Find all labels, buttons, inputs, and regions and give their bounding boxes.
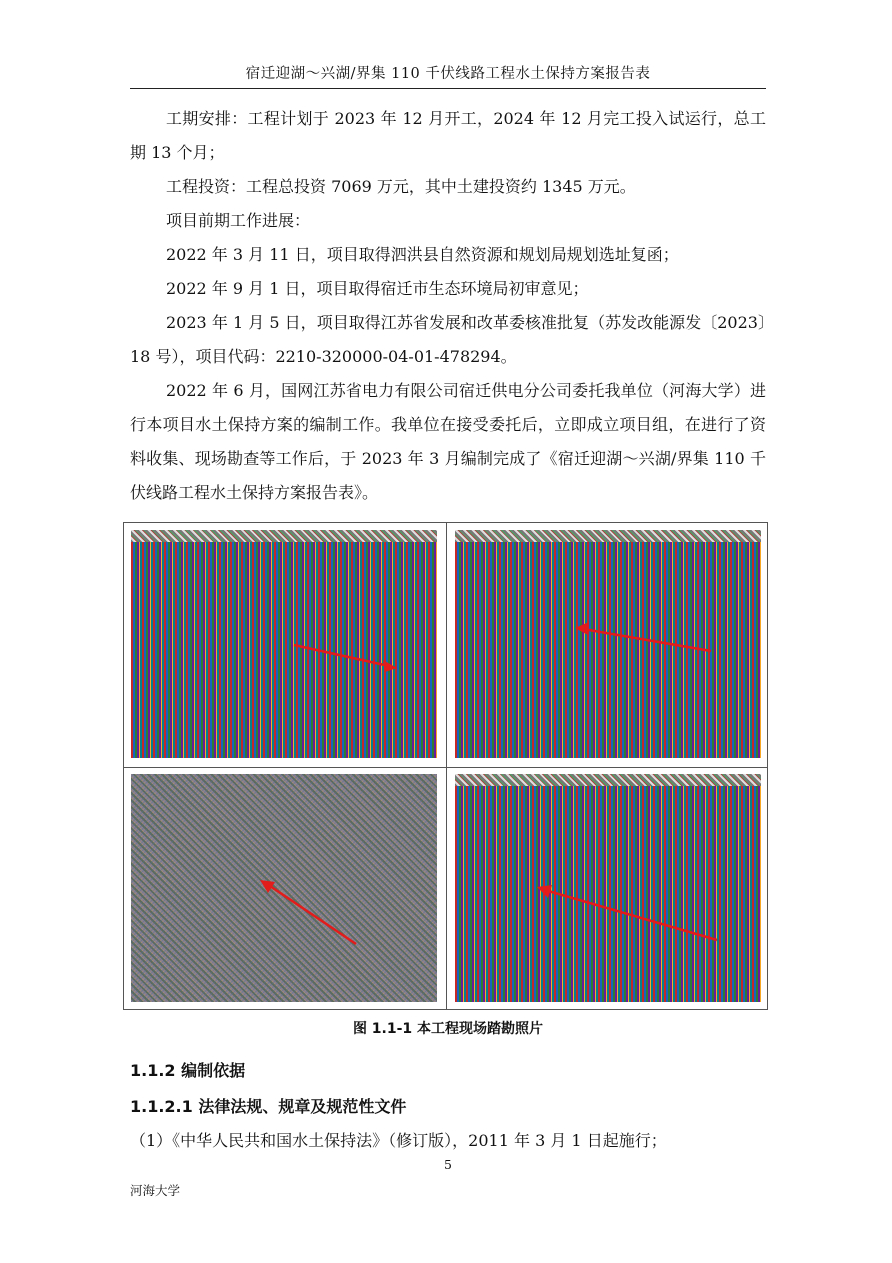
subsection-heading: 1.1.2.1 法律法规、规章及规范性文件: [130, 1097, 407, 1116]
photo-4-arrow-icon: [455, 774, 761, 1002]
photo-1-arrow-icon: [131, 530, 437, 758]
site-photo-4: [455, 774, 761, 1002]
grid-divider-vertical: [446, 523, 447, 1009]
footer-organization: 河海大学: [130, 1183, 181, 1198]
site-photo-2: [455, 530, 761, 758]
page-number: 5: [444, 1157, 452, 1172]
paragraph-commission: 2022 年 6 月，国网江苏省电力有限公司宿迁供电分公司委托我单位（河海大学）进行本项目水土保持方案的编制工作。我单位在接受委托后，立即成立项目组，在进行了资料收集、现场勘查等工作后，于 2023 年 3 月编制完成了《宿迁迎湖～兴湖/界集 110 千伏线路工程水土保持方案报告表》。: [130, 381, 766, 502]
header-divider: [130, 88, 766, 89]
paragraph-progress-item-3: 2023 年 1 月 5 日，项目取得江苏省发展和改革委核准批复（苏发改能源发〔2023〕18 号），项目代码：2210-320000-04-01-478294。: [130, 313, 766, 366]
paragraph-progress-item-2: 2022 年 9 月 1 日，项目取得宿迁市生态环境局初审意见；: [166, 279, 589, 298]
law-list-item: （1）《中华人民共和国水土保持法》（修订版），2011 年 3 月 1 日起施行；: [130, 1131, 667, 1150]
paragraph-progress-heading: 项目前期工作进展：: [166, 211, 311, 230]
paragraph-schedule: 工期安排：工程计划于 2023 年 12 月开工，2024 年 12 月完工投入试运行，总工期 13 个月；: [130, 109, 766, 162]
body-text: [130, 102, 766, 510]
page-header-title: 宿迁迎湖～兴湖/界集 110 千伏线路工程水土保持方案报告表: [245, 66, 651, 82]
section-heading: 1.1.2 编制依据: [130, 1061, 246, 1080]
figure-caption: 图 1.1-1 本工程现场踏勘照片: [352, 1021, 544, 1037]
site-photo-3: [131, 774, 437, 1002]
paragraph-progress-item-1: 2022 年 3 月 11 日，项目取得泗洪县自然资源和规划局规划选址复函；: [166, 245, 679, 264]
site-photo-1: [131, 530, 437, 758]
photo-2-arrow-icon: [455, 530, 761, 758]
grid-divider-horizontal: [124, 767, 767, 768]
paragraph-investment: 工程投资：工程总投资 7069 万元，其中土建投资约 1345 万元。: [166, 177, 636, 196]
site-photo-grid: [123, 522, 768, 1010]
photo-3-arrow-icon: [131, 774, 437, 1002]
